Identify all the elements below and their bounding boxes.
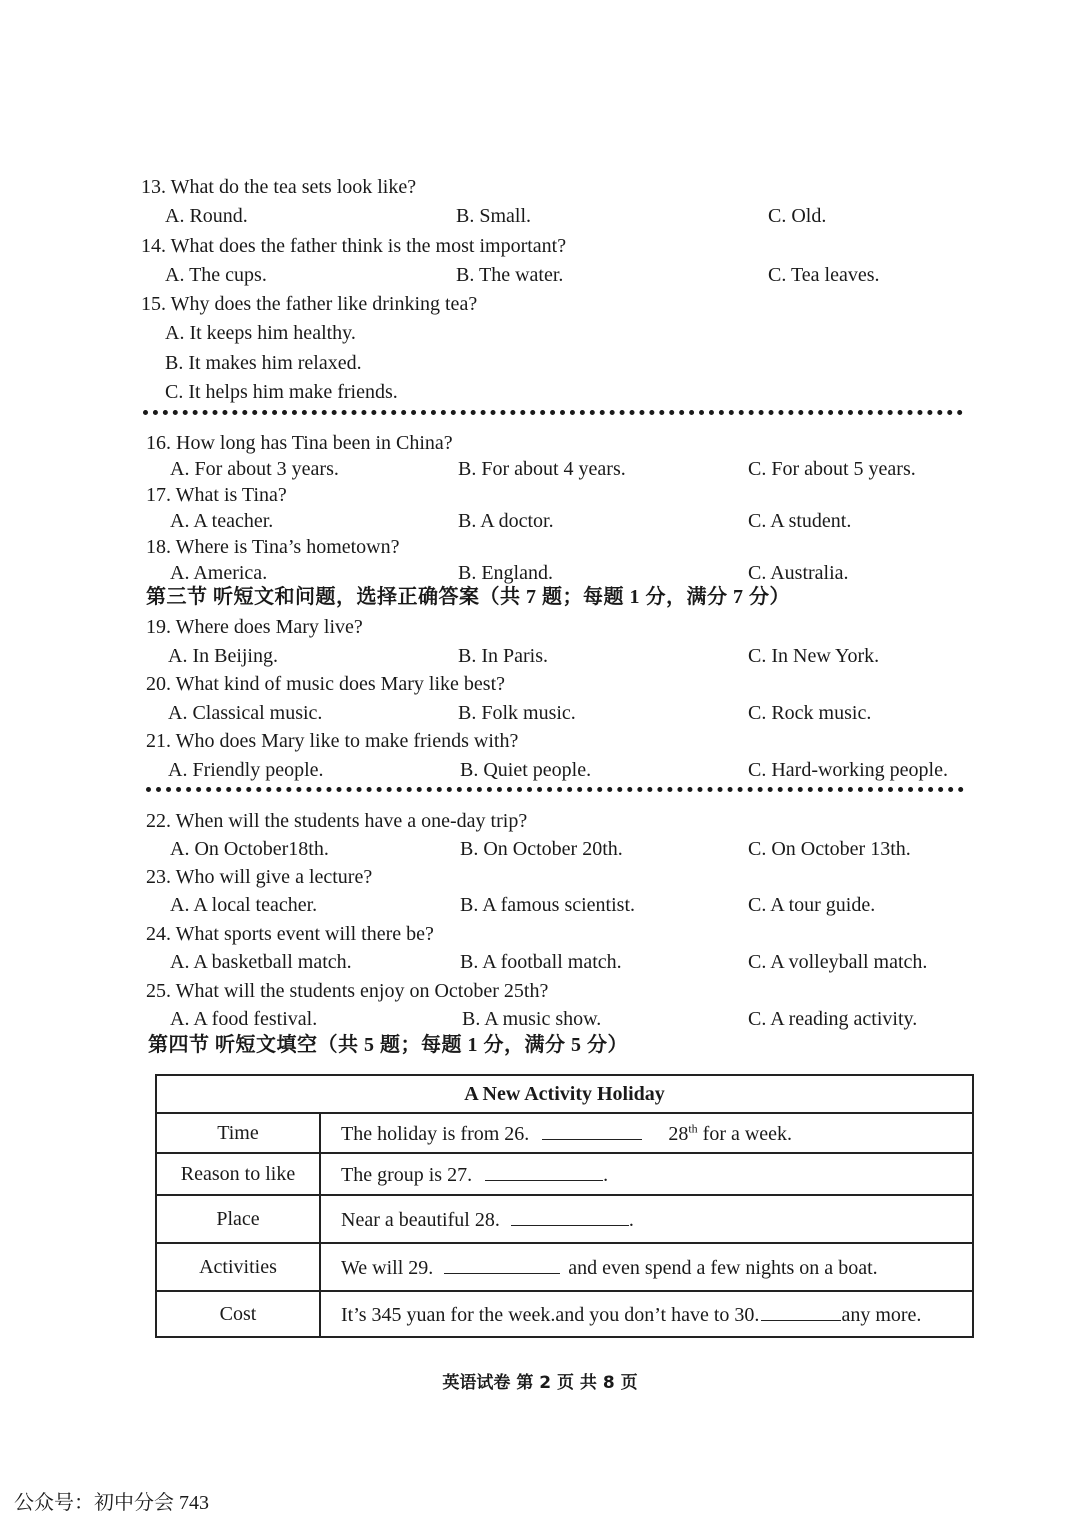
question-22: 22. When will the students have a one-day trip? [146,810,528,832]
table-row [156,1291,973,1337]
option-14b: B. The water. [456,264,564,286]
option-13c: C. Old. [768,205,827,227]
row-text: . [603,1163,609,1186]
option-13b: B. Small. [456,205,532,227]
question-16: 16. How long has Tina been in China? [146,432,453,454]
row-content-time [320,1113,973,1153]
question-15: 15. Why does the father like drinking tea? [141,293,478,315]
row-label-time: Time [156,1113,320,1153]
row-text: 28 [668,1122,689,1145]
option-22b: B. On October 20th. [460,838,623,860]
row-text: and even spend a few nights on a boat. [568,1256,878,1279]
option-23a: A. A local teacher. [170,894,318,916]
option-14a: A. The cups. [165,264,267,286]
table-row [156,1195,973,1243]
row-label-reason: Reason to like [156,1153,320,1195]
option-22c: C. On October 13th. [748,838,911,860]
question-21: 21. Who does Mary like to make friends with? [146,730,519,752]
option-19a: A. In Beijing. [168,645,278,667]
answer-blank-27[interactable] [485,1162,603,1181]
option-17b: B. A doctor. [458,510,554,532]
question-13: 13. What do the tea sets look like? [141,176,417,198]
option-24c: C. A volleyball match. [748,951,928,973]
question-25: 25. What will the students enjoy on October 25th? [146,980,549,1002]
superscript: th [688,1120,698,1135]
option-24a: A. A basketball match. [170,951,352,973]
option-21a: A. Friendly people. [168,759,324,781]
row-content-reason [320,1153,973,1195]
option-25b: B. A music show. [462,1008,602,1030]
question-17: 17. What is Tina? [146,484,287,506]
option-15a: A. It keeps him healthy. [165,322,356,344]
row-text: Near a beautiful 28. [341,1208,500,1231]
option-24b: B. A football match. [460,951,622,973]
row-label-place: Place [156,1195,320,1243]
option-15b: B. It makes him relaxed. [165,352,362,374]
option-15c: C. It helps him make friends. [165,381,398,403]
dotted-divider [146,787,964,792]
option-23b: B. A famous scientist. [460,894,635,916]
option-17c: C. A student. [748,510,852,532]
option-21c: C. Hard-working people. [748,759,948,781]
option-21b: B. Quiet people. [460,759,592,781]
question-18: 18. Where is Tina’s hometown? [146,536,400,558]
option-20c: C. Rock music. [748,702,872,724]
watermark: 公众号：初中分会 743 [14,1492,209,1514]
page-footer: 英语试卷 第 2 页 共 8 页 [442,1373,638,1393]
row-text: It’s 345 yuan for the week.and you don’t have to 30. [341,1303,760,1326]
option-14c: C. Tea leaves. [768,264,880,286]
option-19b: B. In Paris. [458,645,548,667]
row-label-cost: Cost [156,1291,320,1337]
answer-blank-26[interactable] [542,1121,642,1140]
section-4-heading: 第四节 听短文填空（共 5 题；每题 1 分，满分 5 分） [148,1034,628,1056]
row-label-activities: Activities [156,1243,320,1291]
answer-blank-28[interactable] [511,1207,629,1226]
answer-blank-29[interactable] [444,1255,560,1274]
row-text: The group is 27. [341,1163,473,1186]
section-3-heading: 第三节 听短文和问题，选择正确答案（共 7 题；每题 1 分，满分 7 分） [146,586,790,608]
option-17a: A. A teacher. [170,510,274,532]
row-content-activities [320,1243,973,1291]
question-20: 20. What kind of music does Mary like best? [146,673,506,695]
question-19: 19. Where does Mary live? [146,616,363,638]
row-text: any more. [841,1303,922,1326]
row-text: . [628,1208,634,1231]
option-18b: B. England. [458,562,553,584]
row-text: The holiday is from 26. [341,1122,530,1145]
activity-holiday-table [155,1074,974,1338]
question-23: 23. Who will give a lecture? [146,866,373,888]
row-text: for a week. [697,1122,793,1145]
table-row [156,1113,973,1153]
table-row [156,1243,973,1291]
option-13a: A. Round. [165,205,248,227]
question-14: 14. What does the father think is the most important? [141,235,567,257]
option-25a: A. A food festival. [170,1008,318,1030]
row-text: We will 29. [341,1256,434,1279]
option-20a: A. Classical music. [168,702,323,724]
table-row [156,1153,973,1195]
row-content-cost [320,1291,973,1337]
option-18a: A. America. [170,562,268,584]
option-23c: C. A tour guide. [748,894,876,916]
question-24: 24. What sports event will there be? [146,923,434,945]
option-25c: C. A reading activity. [748,1008,918,1030]
option-16a: A. For about 3 years. [170,458,339,480]
option-18c: C. Australia. [748,562,849,584]
option-22a: A. On October18th. [170,838,329,860]
option-16c: C. For about 5 years. [748,458,916,480]
row-content-place [320,1195,973,1243]
option-19c: C. In New York. [748,645,880,667]
option-16b: B. For about 4 years. [458,458,626,480]
table-title: A New Activity Holiday [156,1075,973,1113]
answer-blank-30[interactable] [761,1302,841,1321]
option-20b: B. Folk music. [458,702,576,724]
dotted-divider [143,410,963,415]
